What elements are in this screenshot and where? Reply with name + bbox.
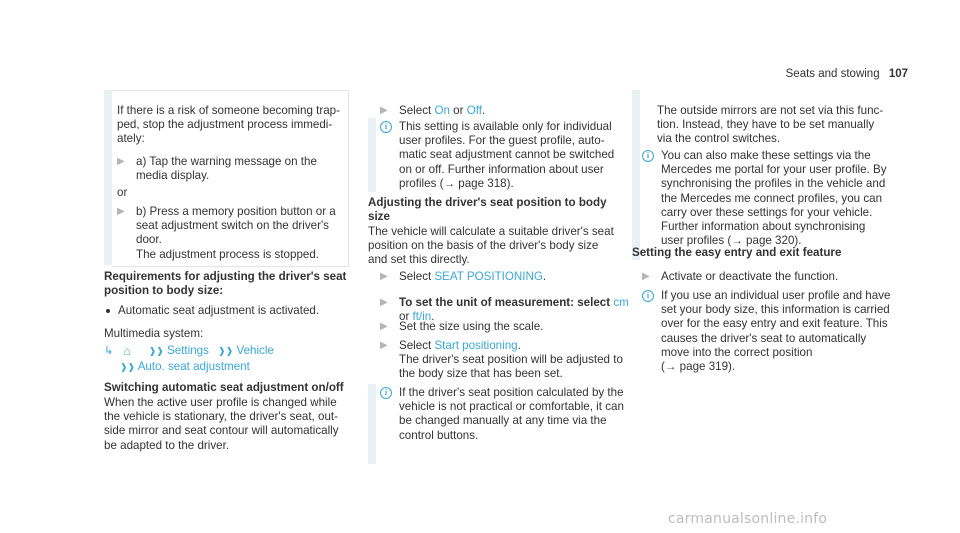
unit-cm: cm	[613, 296, 629, 309]
path-settings: Settings	[167, 344, 209, 357]
step-scale	[380, 320, 649, 334]
seatpos-prefix: Select	[399, 270, 435, 283]
info-bar	[368, 118, 376, 192]
note-intro: If there is a risk of someone becoming trap- ped, stop the adjustment process immedi- ately:	[117, 104, 340, 146]
mirrors-text: The outside mirrors are not set via this func- tion. Instead, they have to be set manually via the control switches.	[657, 104, 884, 146]
home-icon: ⌂	[123, 344, 131, 358]
info-note-3	[642, 149, 936, 248]
start-body: The driver's seat position will be adjusted to the body size that has been set.	[399, 353, 623, 381]
seatpos-end: .	[542, 270, 547, 283]
step-arrow-icon: ▶	[117, 206, 125, 217]
start-prefix: Select	[399, 339, 435, 352]
path-auto-seat: Auto. seat adjustment	[137, 360, 250, 373]
step-start-positioning	[380, 339, 649, 382]
step-b	[117, 205, 361, 262]
select-end: .	[481, 104, 486, 117]
req-heading: Requirements for adjusting the driver's seat position to body size:	[104, 270, 347, 298]
adjust-heading: Adjusting the driver's seat position to body size	[368, 196, 607, 224]
select-or: or	[449, 104, 467, 117]
note-bar	[104, 90, 112, 265]
info-note-1	[380, 120, 649, 191]
info-note-2	[380, 386, 659, 443]
step-easy-entry	[642, 270, 931, 284]
step-select-on-off	[380, 104, 649, 118]
path-arrow-icon: ↳	[104, 345, 114, 357]
unit-prefix: To set the unit of measurement: select	[399, 296, 614, 309]
unit-end: .	[431, 310, 435, 324]
step-arrow-icon: ▶	[380, 321, 388, 332]
chevron-icon: ❱❱	[148, 346, 164, 356]
easy-entry-heading: Setting the easy entry and exit feature	[632, 246, 842, 259]
or-text: or	[117, 186, 128, 199]
step-arrow-icon: ▶	[380, 340, 388, 351]
step-arrow-icon: ▶	[117, 156, 125, 167]
chevron-icon: ❱❱	[218, 346, 234, 356]
easy-step-text: Activate or deactivate the function.	[661, 270, 839, 283]
info-icon: i	[380, 121, 392, 133]
option-on: On	[434, 104, 450, 117]
step-arrow-icon: ▶	[380, 271, 388, 282]
step-seat-positioning	[380, 270, 649, 284]
info-icon: i	[642, 290, 654, 302]
start-positioning-option: Start positioning	[434, 339, 518, 352]
bullet-dot	[106, 309, 110, 313]
step-arrow-icon: ▶	[380, 297, 388, 308]
multimedia-label: Multimedia system:	[104, 327, 204, 340]
req-bullet-text: Automatic seat adjustment is activated.	[118, 304, 320, 317]
info-1-text: This setting is available only for individual user profiles. For the guest profile, auto- matic seat adjustment cannot be switched on or off. Further information about user profiles (→ page 318).	[399, 120, 615, 190]
scale-text: Set the size using the scale.	[399, 320, 544, 333]
seat-positioning-option: SEAT POSITIONING	[434, 270, 543, 283]
chevron-icon: ❱❱	[120, 362, 136, 372]
step-arrow-icon: ▶	[642, 271, 650, 282]
info-2-text: If the driver's seat position calculated by the vehicle is not practical or comfortable, it can be changed manually at any time via the control buttons.	[399, 386, 624, 442]
info-note-4	[642, 289, 936, 374]
watermark: carmanualsonline.info	[668, 511, 828, 527]
step-a-text: a) Tap the warning message on the media display.	[136, 155, 317, 183]
option-off: Off	[466, 104, 482, 117]
path-vehicle: Vehicle	[236, 344, 274, 357]
select-prefix: Select	[399, 104, 435, 117]
info-bar	[632, 90, 640, 260]
switch-heading: Switching automatic seat adjustment on/off	[104, 381, 344, 394]
info-icon: i	[380, 387, 392, 399]
adjust-body: The vehicle will calculate a suitable driver's seat position on the basis of the driver's body size and set this directly.	[368, 225, 614, 267]
step-b-text: b) Press a memory position button or a seat adjustment switch on the driver's door. The adjustment process is stopped.	[136, 205, 336, 261]
running-header	[786, 67, 908, 81]
section-title: Seats and stowing	[785, 68, 880, 80]
menu-path	[104, 343, 364, 375]
page-number: 107	[888, 68, 908, 80]
start-end: .	[517, 339, 521, 352]
info-icon: i	[642, 150, 654, 162]
info-4-text: If you use an individual user profile and have set your body size, this information is carried over for the easy entry and exit feature. This causes the driver's seat to automatically move into the correct position (→ page 319).	[661, 289, 891, 374]
unit-ftin: ft/in	[412, 310, 432, 324]
step-arrow-icon: ▶	[380, 105, 388, 116]
step-a	[117, 155, 361, 183]
unit-or: or	[399, 310, 413, 324]
info-3-text: You can also make these settings via the Mercedes me portal for your user profile. By synchronising the profiles in the vehicle and the Mercedes me connect profiles, you can carry over these settings for your vehicle. Further information about synchronising user profiles (→ page 320).	[661, 149, 887, 248]
info-bar	[368, 384, 376, 464]
req-bullet	[104, 304, 368, 318]
switch-body: When the active user profile is changed while the vehicle is stationary, the driver's seat, out- side mirror and seat contour will automatically be adapted to the driver.	[104, 396, 339, 452]
